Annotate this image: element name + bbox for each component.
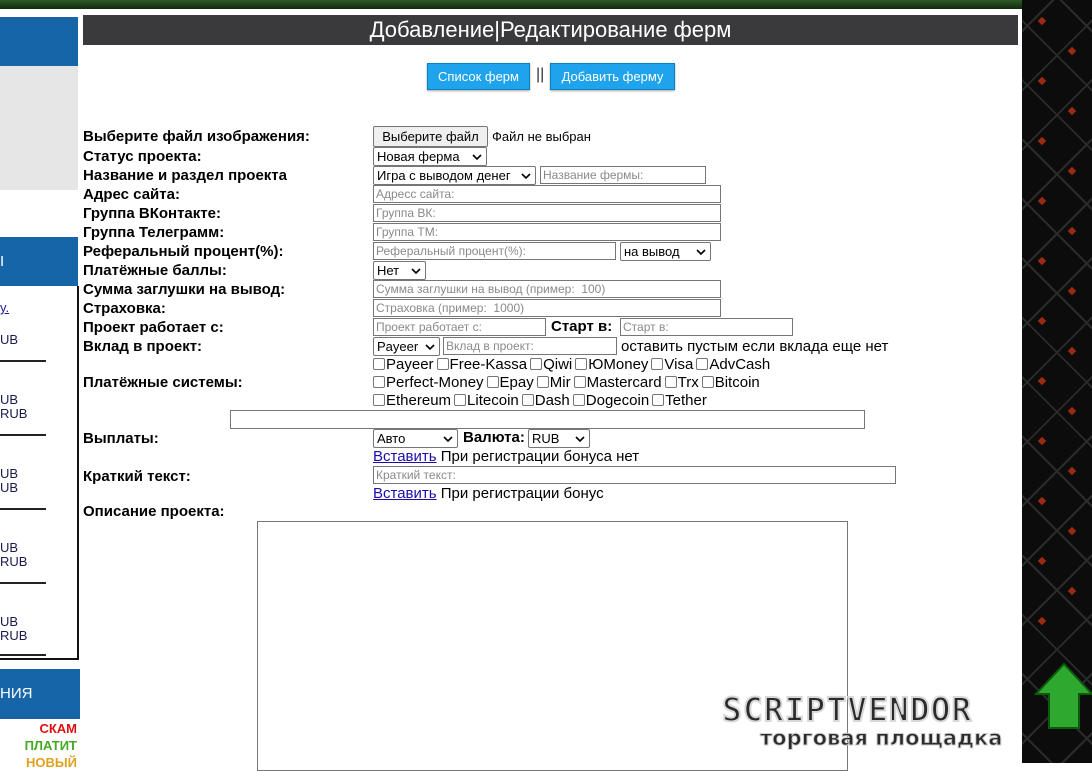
checkbox-label: Payeer [386, 356, 434, 373]
checkbox-box[interactable] [651, 358, 663, 370]
status-scam-label[interactable]: СКАМ [39, 721, 77, 736]
checkbox-label: Dogecoin [585, 392, 650, 409]
start-input[interactable] [620, 318, 793, 336]
checkbox-label: Litecoin [467, 392, 519, 409]
sidebar-link[interactable]: y. [0, 300, 10, 315]
checkbox-box[interactable] [652, 394, 664, 406]
status-select-value: Новая ферма [377, 149, 460, 164]
decorative-pattern [1022, 0, 1092, 763]
farm-name-input[interactable] [540, 166, 706, 184]
currency-select[interactable] [528, 429, 590, 448]
top-strip-gradient [0, 0, 1022, 9]
checkbox-yumoney[interactable] [575, 356, 648, 374]
chevron-down-icon [425, 342, 435, 352]
checkbox-label: Dash [534, 392, 570, 409]
ref-mode-select-value: на вывод [624, 244, 680, 259]
insert-link-2[interactable]: Вставить [373, 485, 437, 502]
checkbox-box[interactable] [665, 376, 677, 388]
works-since-input[interactable] [373, 318, 546, 336]
short-text-label: Краткий текст: [83, 468, 191, 485]
sidebar-divider [0, 582, 46, 584]
payout-mode-value: Авто [377, 431, 406, 446]
name-label: Название и раздел проекта [83, 167, 287, 184]
checkbox-bitcoin[interactable] [702, 374, 760, 392]
sidebar-divider [0, 508, 46, 510]
checkbox-label: Tether [665, 392, 707, 409]
sidebar-item-value: UB [0, 614, 19, 629]
currency-value: RUB [532, 431, 560, 446]
status-new-label[interactable]: НОВЫЙ [26, 755, 77, 770]
bonus-note-1-text: При регистрации бонуса нет [440, 448, 640, 465]
tg-label: Группа Телеграмм: [83, 224, 225, 241]
sidebar-divider [0, 654, 46, 656]
works-label: Проект работает с: [83, 319, 224, 336]
watermark-bottom: торговая площадка [760, 726, 1003, 750]
checkbox-label: Qiwi [543, 356, 573, 373]
checkbox-box[interactable] [702, 376, 714, 388]
status-pays-label[interactable]: ПЛАТИТ [24, 738, 77, 753]
page-title: Добавление|Редактирование ферм [83, 15, 1018, 45]
checkbox-box[interactable] [373, 376, 385, 388]
checkbox-label: Perfect-Money [386, 374, 484, 391]
checkbox-box[interactable] [454, 394, 466, 406]
currency-label: Валюта: [463, 429, 525, 446]
checkbox-box[interactable] [574, 376, 586, 388]
checkbox-label: AdvCash [709, 356, 771, 373]
checkbox-perfect-money[interactable] [373, 374, 484, 392]
checkbox-box[interactable] [373, 394, 385, 406]
vk-label: Группа ВКонтакте: [83, 205, 221, 222]
sidebar-banner [0, 66, 78, 190]
payout-mode-select[interactable] [373, 429, 458, 448]
watermark-top: SCRIPTVENDOR [722, 690, 973, 729]
bonus-note-2 [373, 485, 604, 503]
checkbox-trx[interactable] [665, 374, 699, 392]
stub-label: Сумма заглушки на вывод: [83, 281, 286, 298]
checkbox-box[interactable] [537, 376, 549, 388]
sidebar-item-value: UB [0, 332, 19, 347]
checkbox-visa[interactable] [651, 356, 693, 374]
checkbox-label: Bitcoin [714, 374, 760, 391]
checkbox-label: Ethereum [386, 392, 452, 409]
deposit-system-value: Payeer [377, 339, 419, 354]
checkbox-free-kassa[interactable] [437, 356, 528, 374]
checkbox-box[interactable] [575, 358, 587, 370]
checkbox-advcash[interactable] [696, 356, 770, 374]
file-status: Файл не выбран [492, 129, 591, 144]
sidebar-item-value: RUB [0, 554, 28, 569]
farm-list-button[interactable]: Список ферм [427, 63, 530, 90]
sidebar-divider [0, 434, 46, 436]
checkbox-payeer[interactable] [373, 356, 434, 374]
vk-input[interactable] [373, 204, 721, 222]
checkbox-box[interactable] [487, 376, 499, 388]
deposit-label: Вклад в проект: [83, 338, 203, 355]
bonus-note-1 [373, 448, 639, 466]
checkbox-epay[interactable] [487, 374, 534, 392]
sidebar-item-value: RUB [0, 628, 28, 643]
sidebar-item-value: UB [0, 540, 19, 555]
checkbox-box[interactable] [573, 394, 585, 406]
ref-label: Реферальный процент(%): [83, 243, 284, 260]
checkbox-ethereum[interactable] [373, 392, 451, 410]
deposit-system-select[interactable] [373, 337, 440, 356]
points-select[interactable] [373, 261, 426, 280]
sidebar-item-value: UB [0, 480, 19, 495]
checkbox-mastercard[interactable] [574, 374, 662, 392]
payouts-label: Выплаты: [83, 430, 159, 447]
choose-file-button[interactable]: Выберите файл [373, 126, 488, 147]
left-sidebar [0, 9, 80, 770]
tg-input[interactable] [373, 223, 721, 241]
payments-row-3 [373, 392, 710, 410]
status-select[interactable] [373, 147, 487, 166]
section-select[interactable] [373, 166, 536, 185]
chevron-down-icon [472, 152, 482, 162]
chevron-down-icon [411, 266, 421, 276]
checkbox-tether[interactable] [652, 392, 707, 410]
deposit-hint: оставить пустым если вклада еще нет [621, 338, 889, 355]
checkbox-dogecoin[interactable] [573, 392, 649, 410]
chevron-down-icon [575, 434, 585, 444]
sidebar-divider [0, 360, 46, 362]
payments-row-2 [373, 374, 763, 392]
status-label: Статус проекта: [83, 148, 202, 165]
sidebar-header-2-label: I [0, 253, 5, 270]
ref-mode-select[interactable] [620, 242, 711, 261]
checkbox-box[interactable] [530, 358, 542, 370]
checkbox-label: Free-Kassa [449, 356, 528, 373]
sidebar-item-value: UB [0, 466, 19, 481]
checkbox-label: Mir [549, 374, 571, 391]
site-input[interactable] [373, 185, 721, 203]
checkbox-label: Trx [677, 374, 699, 391]
add-farm-button[interactable]: Добавить ферму [550, 63, 675, 90]
chevron-down-icon [521, 171, 531, 181]
description-label: Описание проекта: [83, 503, 225, 520]
chevron-down-icon [696, 247, 706, 257]
payments-label: Платёжные системы: [83, 374, 243, 391]
ref-input[interactable] [373, 242, 616, 260]
insert-link-1[interactable]: Вставить [373, 448, 437, 465]
section-select-value: Игра с выводом денег [377, 168, 511, 183]
stub-input[interactable] [373, 280, 721, 298]
checkbox-litecoin[interactable] [454, 392, 519, 410]
checkbox-dash[interactable] [522, 392, 570, 410]
checkbox-box[interactable] [373, 358, 385, 370]
site-label: Адрес сайта: [83, 186, 180, 203]
checkbox-qiwi[interactable] [530, 356, 572, 374]
checkbox-label: Epay [499, 374, 534, 391]
bonus-note-2-text: При регистрации бонус [440, 485, 604, 502]
short-text-input[interactable] [373, 466, 896, 484]
checkbox-mir[interactable] [537, 374, 571, 392]
sidebar-item-value: RUB [0, 406, 28, 421]
insurance-label: Страховка: [83, 300, 166, 317]
watermark-logo [722, 690, 1062, 753]
checkbox-label: Visa [664, 356, 694, 373]
start-label: Старт в: [551, 318, 613, 335]
sidebar-item-value: UB [0, 392, 19, 407]
points-label: Платёжные баллы: [83, 262, 227, 279]
insurance-input[interactable] [373, 299, 721, 317]
checkbox-box[interactable] [522, 394, 534, 406]
checkbox-label: Mastercard [586, 374, 662, 391]
deposit-input[interactable] [443, 337, 617, 355]
sidebar-header-1 [0, 17, 78, 66]
points-select-value: Нет [377, 263, 400, 278]
nav-separator: || [536, 66, 545, 83]
sidebar-header-2 [0, 237, 78, 286]
checkbox-box[interactable] [437, 358, 449, 370]
payments-extra-input[interactable] [230, 410, 865, 429]
sidebar-header-3 [0, 669, 80, 719]
payments-row-1 [373, 356, 773, 374]
chevron-down-icon [443, 434, 453, 444]
sidebar-header-3-label: НИЯ [0, 685, 33, 702]
checkbox-box[interactable] [696, 358, 708, 370]
image-label: Выберите файл изображения: [83, 128, 310, 145]
checkbox-label: ЮMoney [588, 356, 649, 373]
